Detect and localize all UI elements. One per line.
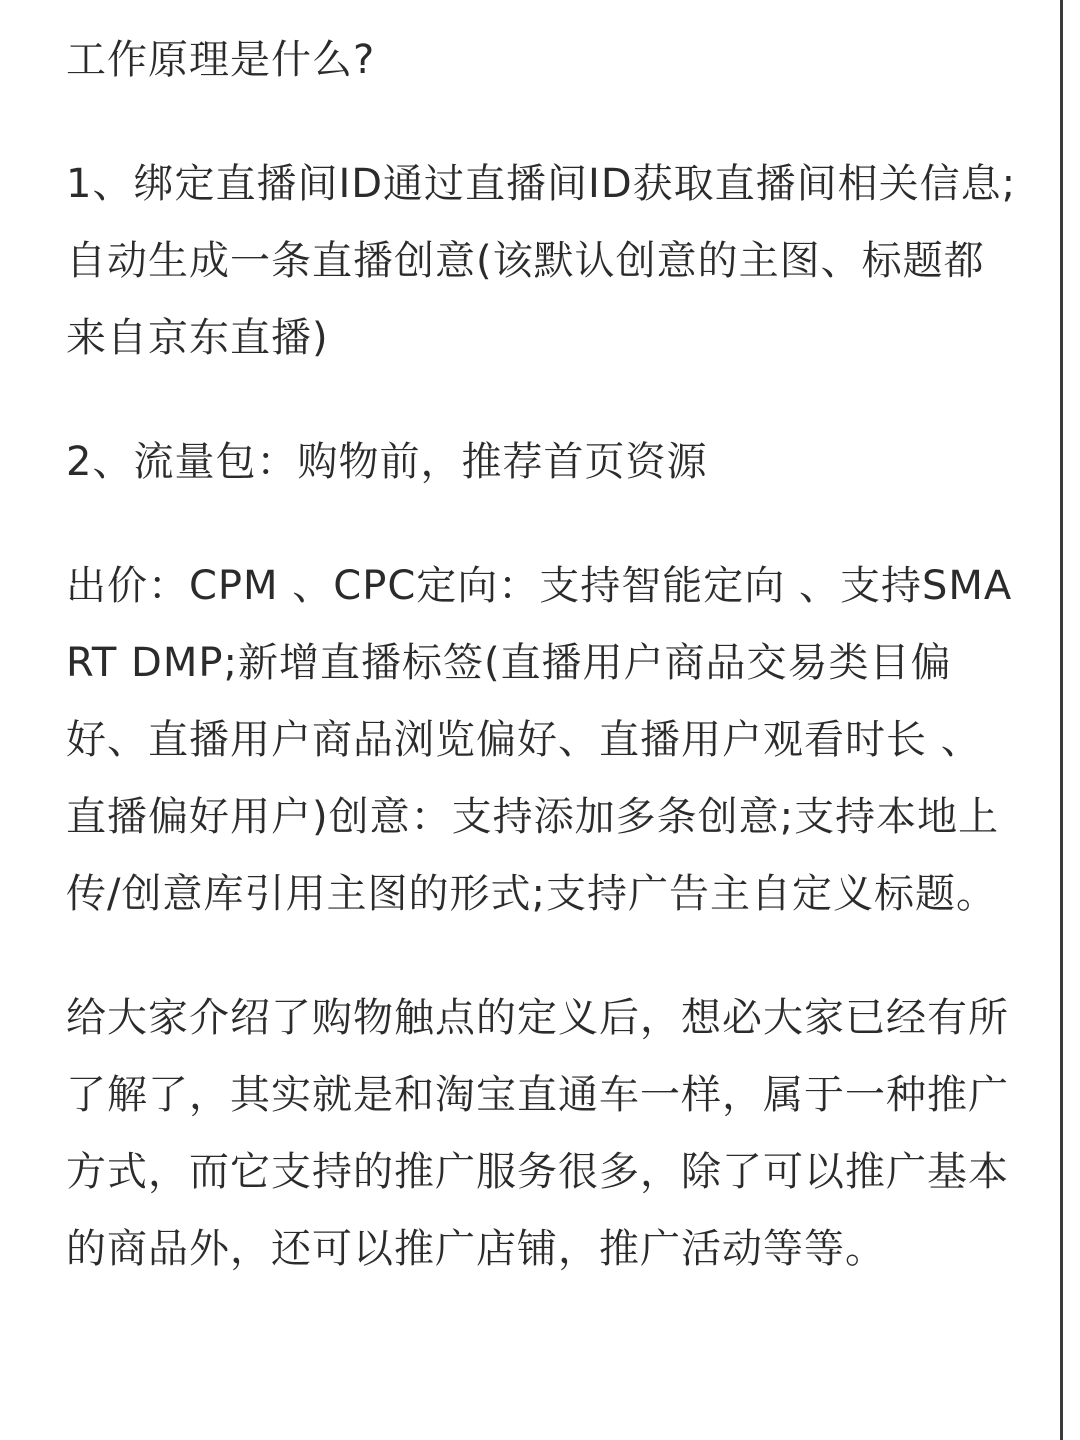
paragraph-gap: [66, 501, 1021, 548]
summary-text: 给大家介绍了购物触点的定义后，想必大家已经有所了解了，其实就是和淘宝直通车一样，属于一种推广方式，而它支持的推广服务很多，除了可以推广基本的商品外，还可以推广店铺，推广活动等等。: [66, 995, 1009, 1272]
paragraph-gap: [66, 933, 1021, 980]
article-body: [66, 22, 1021, 1288]
point-one-text: 1、绑定直播间ID通过直播间ID获取直播间相关信息;自动生成一条直播创意(该默认创意的主图、标题都来自京东直播): [66, 161, 1017, 361]
scrollbar[interactable]: [1060, 0, 1063, 1440]
point-two-text: 2、流量包：购物前，推荐首页资源: [66, 439, 708, 485]
bidding-text: 出价：CPM 、CPC定向：支持智能定向 、支持SMART DMP;新增直播标签(直播用户商品交易类目偏好、直播用户商品浏览偏好、直播用户观看时长 、直播偏好用户)创意：支持添加多条创意;支持本地上传/创意库引用主图的形式;支持广告主自定义标题。: [66, 563, 1013, 917]
heading-text: 工作原理是什么?: [66, 37, 376, 83]
paragraph-gap: [66, 377, 1021, 424]
paragraph-gap: [66, 99, 1021, 146]
